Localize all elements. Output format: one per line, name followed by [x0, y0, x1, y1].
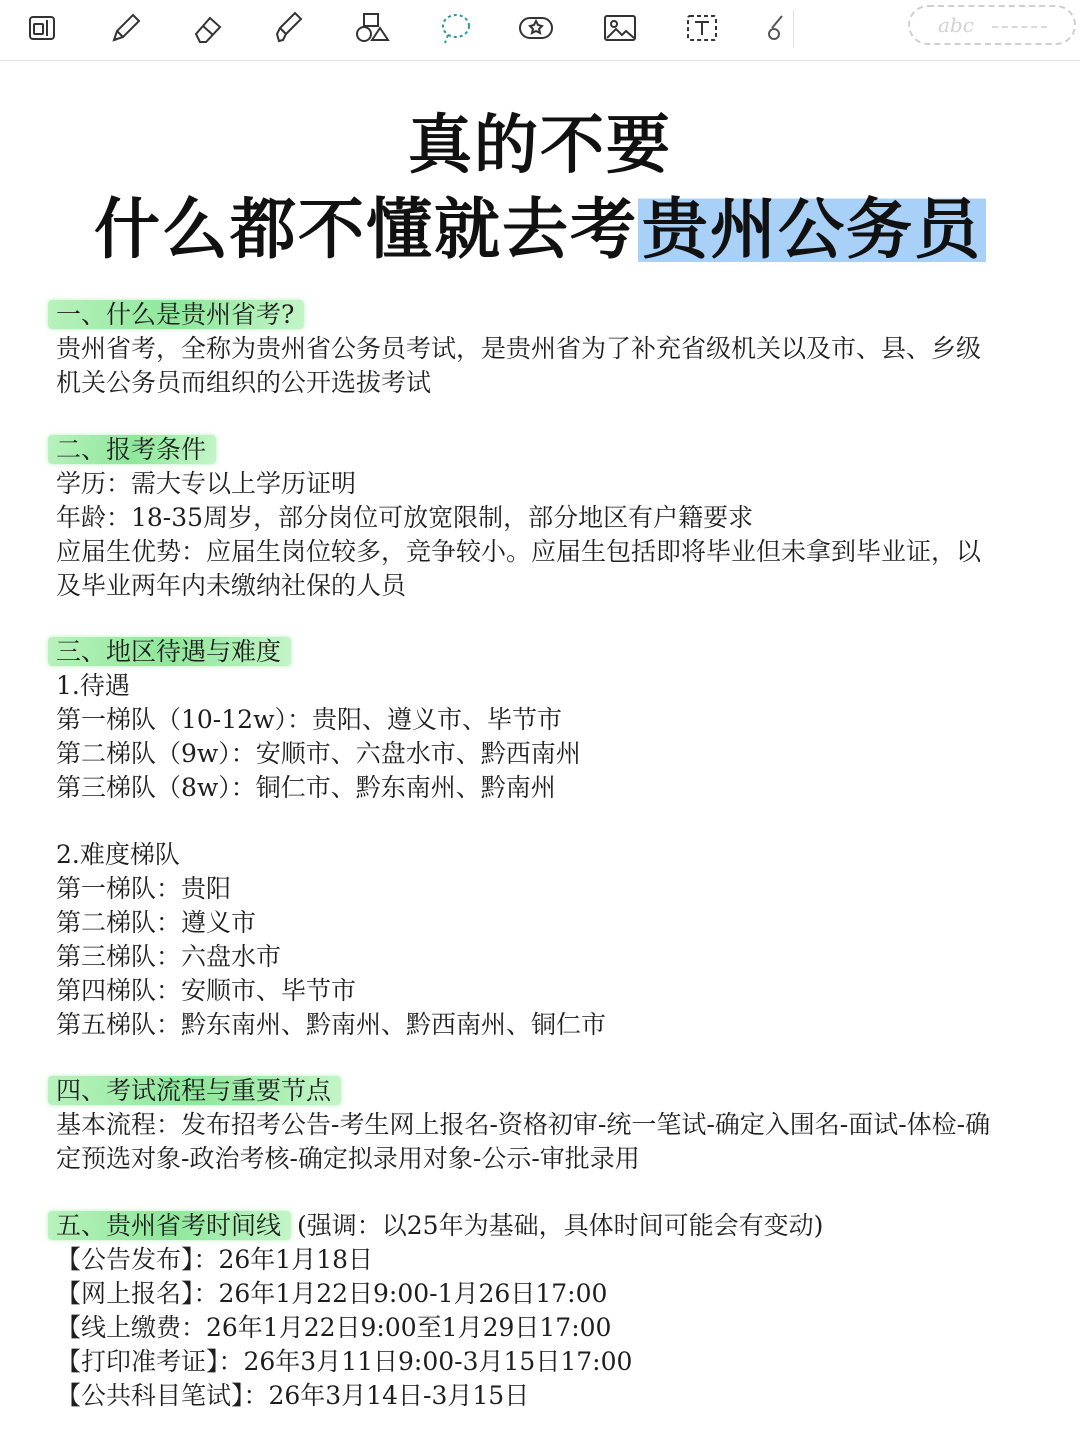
- pen-icon[interactable]: [100, 5, 148, 51]
- laser-pointer-icon[interactable]: [748, 5, 796, 51]
- difficulty-tier: 第四梯队：安顺市、毕节市: [56, 976, 357, 1005]
- pay-tier: 第二梯队（9w）：安顺市、六盘水市、黔西南州: [56, 739, 581, 768]
- section1-line: 贵州省考，全称为贵州省公务员考试，是贵州省为了补充省级机关以及市、县、乡级: [56, 334, 982, 363]
- handwriting-input[interactable]: [908, 5, 1076, 45]
- drawing-toolbar: [0, 0, 1080, 61]
- text-icon[interactable]: [678, 5, 726, 51]
- pay-subtitle: 1.待遇: [56, 671, 130, 700]
- layout-icon[interactable]: [18, 5, 66, 51]
- timeline-item: 【打印准考证】：26年3月11日9:00-3月15日17:00: [56, 1347, 633, 1376]
- section-heading-2: [48, 433, 216, 467]
- difficulty-tier: 第一梯队：贵阳: [56, 874, 232, 903]
- section-heading-5: [48, 1209, 823, 1243]
- section-heading-3-label: 三、地区待遇与难度: [48, 637, 291, 666]
- section2-line: 年龄：18-35周岁，部分岗位可放宽限制，部分地区有户籍要求: [56, 503, 754, 532]
- image-icon[interactable]: [596, 5, 644, 51]
- difficulty-subtitle: 2.难度梯队: [56, 840, 180, 869]
- timeline-item: 【线上缴费：26年1月22日9:00至1月29日17:00: [56, 1313, 612, 1342]
- handwriting-dash: [992, 26, 1047, 28]
- section-heading-5-label: 五、贵州省考时间线: [48, 1211, 291, 1240]
- timeline-item: 【网上报名】：26年1月22日9:00-1月26日17:00: [56, 1279, 608, 1308]
- section2-line: 应届生优势：应届生岗位较多，竞争较小。应届生包括即将毕业但未拿到毕业证，以: [56, 537, 982, 566]
- difficulty-tier: 第三梯队：六盘水市: [56, 942, 282, 971]
- toolbar-divider: [793, 10, 794, 48]
- section-heading-5-note: (强调：以25年为基础，具体时间可能会有变动): [297, 1211, 824, 1240]
- section-heading-2-label: 二、报考条件: [48, 435, 216, 464]
- section1-line: 机关公务员而组织的公开选拔考试: [56, 368, 432, 397]
- difficulty-tier: 第五梯队：黔东南州、黔南州、黔西南州、铜仁市: [56, 1010, 607, 1039]
- page-title-line2: [0, 190, 1080, 270]
- section-heading-4: [48, 1074, 341, 1108]
- highlighter-icon[interactable]: [266, 5, 314, 51]
- eraser-icon[interactable]: [184, 5, 232, 51]
- section-heading-1-label: 一、什么是贵州省考?: [48, 300, 304, 329]
- page-title-line2-text: 什么都不懂就去考: [94, 191, 638, 268]
- page-title-line1: 真的不要: [408, 109, 672, 183]
- section4-line: 基本流程：发布招考公告-考生网上报名-资格初审-统一笔试-确定入围名-面试-体检-确: [56, 1110, 991, 1139]
- section2-line: 及毕业两年内未缴纳社保的人员: [56, 571, 407, 600]
- section-heading-4-label: 四、考试流程与重要节点: [48, 1076, 341, 1105]
- lasso-icon[interactable]: [430, 5, 478, 51]
- page-title-highlight: 贵州公务员: [638, 191, 986, 268]
- pay-tier: 第三梯队（8w）：铜仁市、黔东南州、黔南州: [56, 773, 556, 802]
- timeline-item: 【公告发布】：26年1月18日: [56, 1245, 374, 1274]
- sticker-icon[interactable]: [512, 5, 560, 51]
- section-heading-1: [48, 298, 304, 332]
- difficulty-tier: 第二梯队：遵义市: [56, 908, 257, 937]
- section2-line: 学历：需大专以上学历证明: [56, 469, 357, 498]
- section4-line: 定预选对象-政治考核-确定拟录用对象-公示-审批录用: [56, 1144, 640, 1173]
- shapes-icon[interactable]: [348, 5, 396, 51]
- section-heading-3: [48, 635, 291, 669]
- timeline-item: 【公共科目笔试】：26年3月14日-3月15日: [56, 1381, 530, 1410]
- handwriting-placeholder: abc: [938, 13, 974, 37]
- pay-tier: 第一梯队（10-12w）：贵阳、遵义市、毕节市: [56, 705, 562, 734]
